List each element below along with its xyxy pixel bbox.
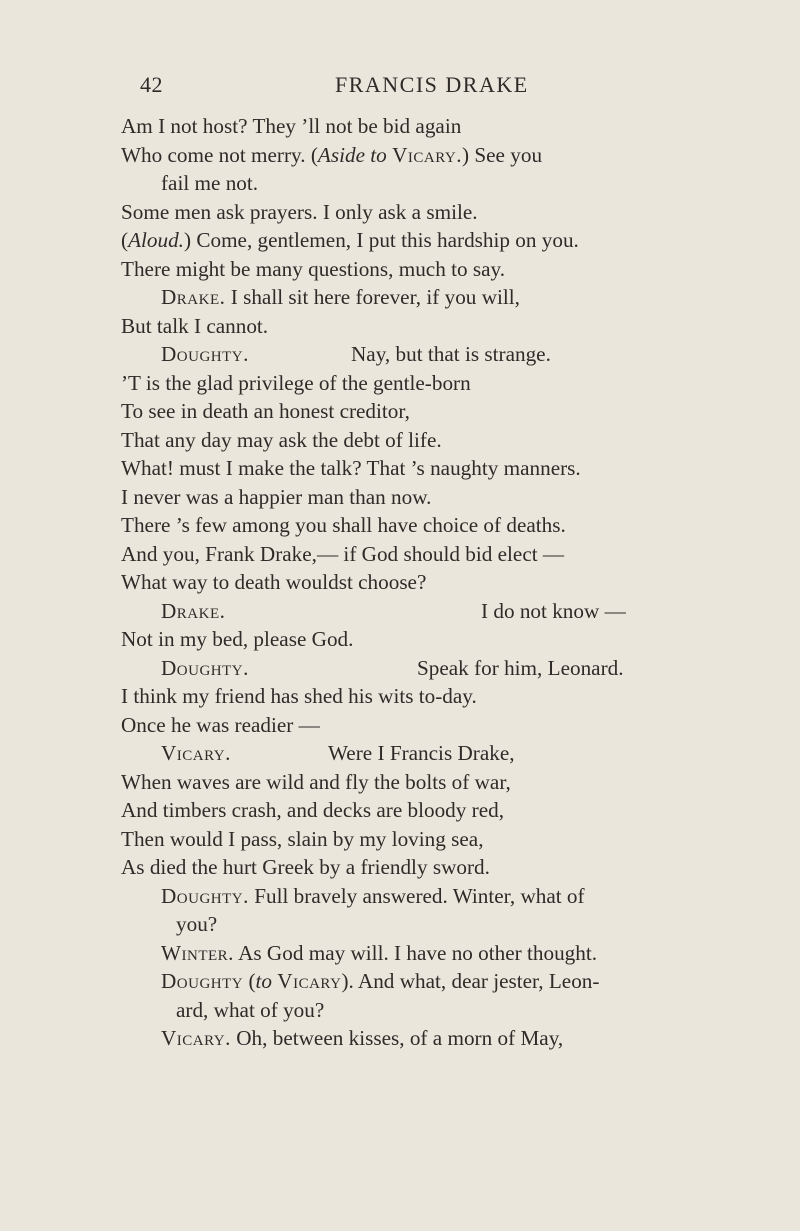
stage-direction: Aside to [317,142,387,167]
speaker-label: Winter. [161,940,234,965]
speaker-label: Vicary. [161,1026,231,1050]
running-title: FRANCIS DRAKE [335,72,529,97]
speech-line: Winter. As God may will. I have no other thought. [161,940,598,965]
stage-direction: to [255,969,272,993]
verse-line: Then would I pass, slain by my loving sea, [121,826,484,851]
verse-line: There ’s few among you shall have choice of deaths. [121,513,566,537]
verse-line: Am I not host? They ’ll not be bid again [121,114,462,138]
speaker-label: Doughty. [161,883,249,908]
speaker-label: Vicary. [161,741,231,765]
verse-line: ard, what of you? [176,997,325,1022]
speaker-label: Doughty. [161,342,249,366]
verse-line: I never was a happier man than now. [121,484,432,509]
verse-line: That any day may ask the debt of life. [121,427,442,452]
verse-line: There might be many questions, much to say. [121,256,506,281]
verse-line: fail me not. [161,171,259,195]
speaker-label: Drake. [161,285,226,309]
verse-line: Who come not merry. (Aside to Vicary.) See you [121,142,543,167]
verse-line: I think my friend has shed his wits to-day. [121,684,477,708]
speech-line: Drake. I do not know — [121,597,721,626]
stage-direction: Aloud. [128,228,184,252]
verse-line: To see in death an honest creditor, [121,399,410,423]
speech-line: Doughty. Full bravely answered. Winter, what of [161,883,585,908]
speech-line: Vicary. Oh, between kisses, of a morn of May, [161,1026,564,1050]
verse-line: Once he was readier — [121,712,320,737]
speaker-label: Doughty [161,969,244,993]
verse-line: you? [176,912,218,936]
page-header [140,72,700,106]
speaker-label: Drake. [161,598,226,623]
verse-line: Some men ask prayers. I only ask a smile. [121,199,478,224]
verse-line: What! must I make the talk? That ’s naughty manners. [121,456,581,480]
character-name: Vicary. [392,142,463,167]
verse-line: As died the hurt Greek by a friendly sword. [121,855,490,879]
verse-line: (Aloud.) Come, gentlemen, I put this hardship on you. [121,228,579,252]
speech-line: Doughty. Speak for him, Leonard. [121,654,721,683]
speech-line: Doughty. Nay, but that is strange. [121,340,721,369]
verse-line: But talk I cannot. [121,313,269,338]
speaker-label: Doughty. [161,655,249,680]
verse-line: And timbers crash, and decks are bloody red, [121,798,505,822]
verse-line: And you, Frank Drake,— if God should bid elect — [121,541,565,566]
verse-line: What way to death wouldst choose? [121,570,427,594]
play-text [121,112,721,1053]
verse-line: When waves are wild and fly the bolts of war, [121,769,511,794]
speech-line: Doughty (to Vicary). And what, dear jester, Leon- [161,969,600,993]
page-number: 42 [140,72,163,97]
speech-line: Vicary. Were I Francis Drake, [121,739,721,768]
verse-line: Not in my bed, please God. [121,627,354,651]
verse-line: ’T is the glad privilege of the gentle-born [121,370,471,395]
character-name: Vicary [277,969,342,993]
speech-line: Drake. I shall sit here forever, if you will, [161,285,520,309]
